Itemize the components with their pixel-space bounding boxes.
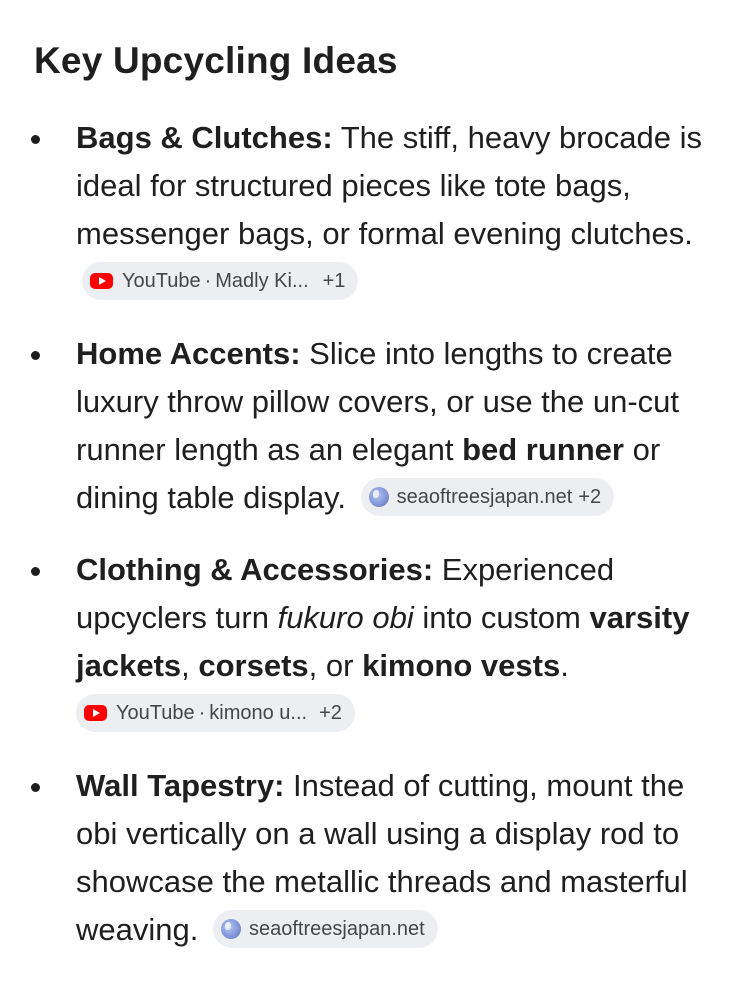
bullet-dot [31, 783, 40, 792]
bullet-dot [31, 567, 40, 576]
source-chip[interactable] [361, 478, 615, 516]
item-text: . [560, 648, 569, 683]
item-bold-term: bed runner [462, 432, 624, 467]
section-heading: Key Upcycling Ideas [34, 40, 398, 81]
item-text: The stiff, heavy brocade is ideal for structured pieces like tote bags, messenger bags, or formal evening clutches. [76, 120, 703, 251]
item-text: into custom [413, 600, 590, 635]
globe-icon [221, 919, 241, 939]
item-bold-term: varsity jackets [76, 600, 690, 683]
chip-detail: kimono u... [209, 701, 308, 724]
chip-source: YouTube [116, 701, 195, 724]
list-item-clothing [76, 546, 726, 738]
youtube-icon [90, 273, 113, 289]
source-chip[interactable] [213, 910, 438, 948]
chip-source: YouTube [122, 269, 201, 292]
item-text: Slice into lengths to create luxury throw pillow covers, or use the un-cut runner length as an elegant [76, 336, 680, 467]
chip-more-count: +2 [319, 701, 342, 724]
list-item-bags [76, 114, 726, 306]
item-text: , or [308, 648, 363, 683]
source-chip[interactable] [82, 262, 358, 300]
item-text: Experienced upcyclers turn [76, 552, 615, 635]
chip-separator: · [204, 269, 212, 292]
item-text: Instead of cutting, mount the obi vertically on a wall using a display rod to showcase the metallic threads and masterful weaving. [76, 768, 688, 947]
item-text: or dining table display. [76, 432, 661, 515]
item-title: Home Accents: [76, 336, 301, 371]
item-text: , [181, 648, 199, 683]
item-title: Bags & Clutches: [76, 120, 333, 155]
item-title: Wall Tapestry: [76, 768, 285, 803]
list-item-wall-tapestry [76, 762, 726, 954]
globe-icon [369, 487, 389, 507]
chip-source: seaoftreesjapan.net [248, 917, 425, 940]
youtube-icon [84, 705, 107, 721]
chip-more-count: +2 [578, 485, 602, 508]
source-chip[interactable] [76, 694, 355, 732]
chip-detail: Madly Ki... [215, 269, 309, 292]
chip-more-count: +1 [322, 269, 346, 292]
item-bold-term: corsets [198, 648, 309, 683]
chip-source: seaoftreesjapan.net [396, 485, 573, 508]
bullet-dot [31, 351, 40, 360]
item-bold-term: kimono vests [362, 648, 561, 683]
bullet-dot [31, 135, 40, 144]
item-italic-term: fukuro obi [277, 600, 414, 635]
item-title: Clothing & Accessories: [76, 552, 434, 587]
chip-separator: · [198, 701, 206, 724]
list-item-home-accents [76, 330, 726, 522]
